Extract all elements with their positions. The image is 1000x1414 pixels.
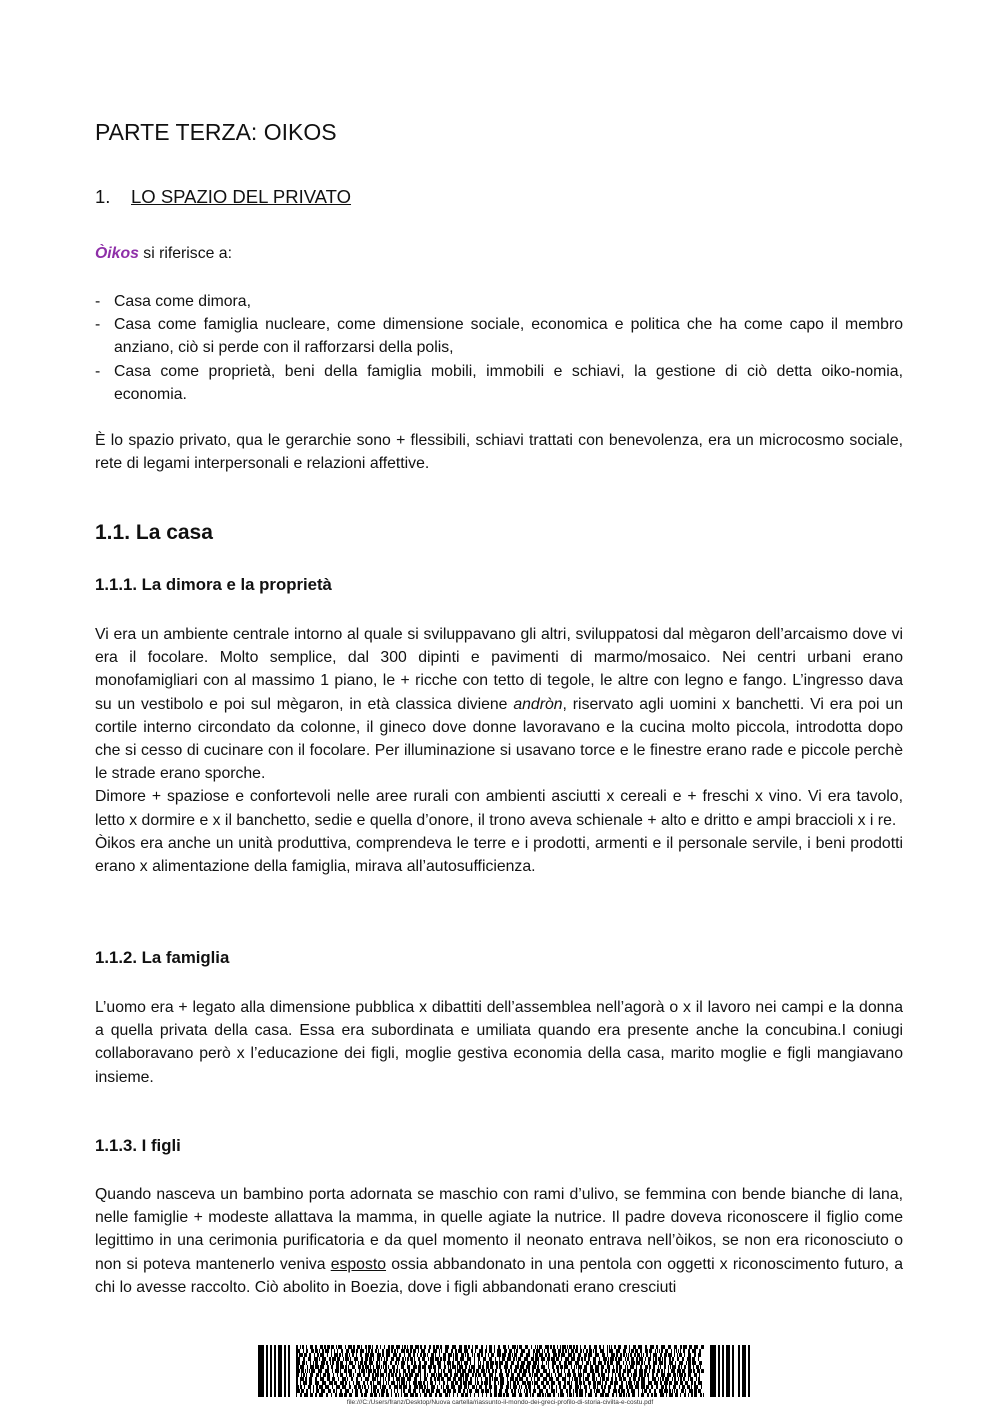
section-title bbox=[95, 186, 351, 208]
andron-term: andròn bbox=[513, 695, 563, 713]
paragraph-dimora-1 bbox=[95, 623, 903, 785]
oikos-term: Òikos bbox=[95, 245, 139, 262]
intro-rest: si riferisce a: bbox=[138, 245, 232, 262]
intro-line bbox=[95, 242, 903, 265]
paragraph-figli bbox=[95, 1183, 903, 1299]
dimora-text-2: , riservato agli uomini x banchetti. Vi era poi un cortile interno circondato da colonne, il gineco dove donne lavoravano e la cucina molto piccola, introdotta dopo che si cesso di cucinare con il focolare. Per illuminazione si usavano torce e le finestre erano rade e piccole perchè le strade erano sporche. bbox=[95, 695, 903, 783]
heading-figli: 1.1.3. I figli bbox=[95, 1136, 181, 1155]
paragraph-dimora-2: Dimore + spaziose e confortevoli nelle aree rurali con ambienti asciutti x cereali e + freschi x vino. Vi era tavolo, letto x dormire e x il banchetto, sedie e quella d’onore, il trono aveva schienale + alto e dritto e ampi braccioli x i re. bbox=[95, 788, 903, 829]
dimora-section-text bbox=[95, 623, 903, 878]
section-title-text: LO SPAZIO DEL PRIVATO bbox=[131, 186, 352, 207]
paragraph-famiglia: L’uomo era + legato alla dimensione pubblica x dibattiti dell’assemblea nell’agorà o x il lavoro nei campi e la donna a quella privata della casa. Essa era subordinata e umiliata quando era presente anche la concubina.I coniugi collaboravano però x l’educazione dei figli, moglie gestiva economia della casa, marito moglie e figli mangiavano insieme. bbox=[95, 999, 903, 1086]
list-item: - Casa come proprietà, beni della famiglia mobili, immobili e schiavi, la gestione di ciò detta oiko-nomia, economia. bbox=[95, 360, 903, 406]
heading-famiglia: 1.1.2. La famiglia bbox=[95, 948, 230, 967]
definition-list bbox=[95, 290, 903, 406]
heading-dimora: 1.1.1. La dimora e la proprietà bbox=[95, 575, 332, 594]
heading-la-casa: 1.1. La casa bbox=[95, 521, 213, 544]
barcode-image bbox=[258, 1345, 750, 1397]
section-number: 1. bbox=[95, 186, 111, 207]
list-item: - Casa come dimora, bbox=[95, 290, 903, 313]
paragraph-dimora-3: Òikos era anche un unità produttiva, comprendeva le terre e i prodotti, armenti e il personale servile, i beni prodotti erano x alimentazione della famiglia, mirava all’autosufficienza. bbox=[95, 834, 903, 876]
part-title: PARTE TERZA: OIKOS bbox=[95, 119, 337, 145]
esposto-term: esposto bbox=[330, 1255, 387, 1273]
figli-text-2: ossia abbandonato in una pentola con oggetti x riconoscimento futuro, a chi lo avesse raccolto. Ciò abolito in Boezia, dove i figli abbandonati erano cresciuti bbox=[95, 1255, 903, 1296]
dimora-text-1: Vi era un ambiente centrale intorno al quale si sviluppavano gli altri, sviluppatosi dal mègaron dell’arcaismo dove vi era il focolare. Molto semplice, dal 300 dipinti e pavimenti di marmo/mosaico. Nei centri urbani erano monofamigliari con al massimo 1 piano, le + ricche con tetto di tegole, le altre con legno e fango. L’ingresso dava su un vestibolo e poi sul mègaron, in età classica diviene bbox=[95, 626, 903, 713]
list-item: - Casa come famiglia nucleare, come dimensione sociale, economica e politica che ha come capo il membro anziano, ciò si perde con il rafforzarsi della polis, bbox=[95, 313, 903, 359]
figli-text-1: Quando nasceva un bambino porta adornata se maschio con rami d’ulivo, se femmina con bende bianche di lana, nelle famiglie + modeste allattava la mamma, in quelle agiate la nutrice. Il padre doveva riconoscere il figlio come legittimo in una cerimonia purificatoria e da quel momento il neonato entrava nell’òikos, se non era riconosciuto o non si poteva mantenerlo veniva bbox=[95, 1186, 903, 1273]
paragraph-private-space: È lo spazio privato, qua le gerarchie sono + flessibili, schiavi trattati con benevolenza, era un microcosmo sociale, rete di legami interpersonali e relazioni affettive. bbox=[95, 432, 903, 473]
file-path: file:///C:/Users/franz/Desktop/Nuova cartella/riassunto-il-mondo-dei-greci-profilo-di-storia-civilta-e-costu.pdf bbox=[346, 1399, 654, 1406]
